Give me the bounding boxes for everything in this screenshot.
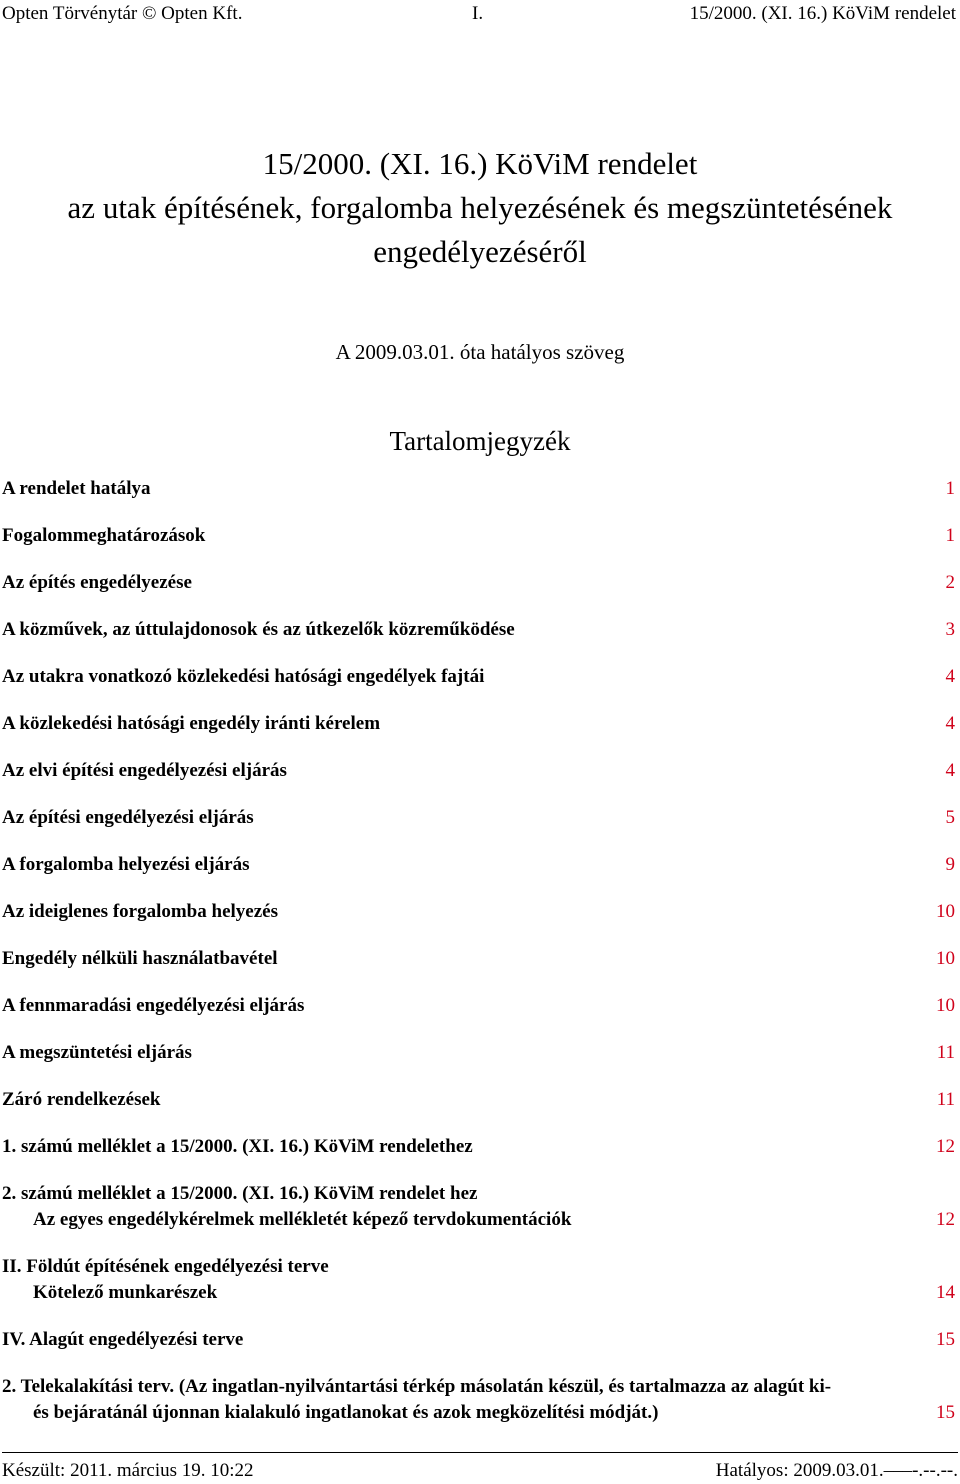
effective-date-note: A 2009.03.01. óta hatályos szöveg [335, 340, 625, 364]
title-line-3: engedélyezéséről [373, 234, 587, 269]
toc-page-number[interactable]: 10 [936, 995, 955, 1016]
toc-entry-title: Fogalommeghatározások [2, 525, 206, 546]
toc-entry-title: IV. Alagút engedélyezési terve [2, 1329, 244, 1350]
toc-entry[interactable] [2, 476, 955, 502]
toc-entry[interactable] [2, 570, 955, 596]
toc-entry[interactable] [2, 805, 955, 831]
document-title [0, 142, 960, 274]
toc-entry[interactable] [2, 664, 955, 690]
toc-entry-title: A forgalomba helyezési eljárás [2, 854, 250, 875]
toc-entry-title: A közművek, az úttulajdonosok és az útkezelők közreműködése [2, 619, 515, 640]
toc-page-number[interactable]: 10 [936, 901, 955, 922]
toc-entry-title: A fennmaradási engedélyezési eljárás [2, 995, 305, 1016]
toc-entry-title: II. Földút építésének engedélyezési terve [2, 1256, 329, 1277]
toc-entry[interactable] [2, 1087, 955, 1113]
footer-created: Készült: 2011. március 19. 10:22 [2, 1460, 254, 1481]
toc-entry-title: A rendelet hatálya [2, 478, 151, 499]
toc-entry[interactable] [2, 617, 955, 643]
header-page-label: I. [472, 3, 484, 24]
toc-entry-title: Az építés engedélyezése [2, 572, 192, 593]
toc-entry-title: Az ideiglenes forgalomba helyezés [2, 901, 278, 922]
toc-entry[interactable] [2, 852, 955, 878]
toc-page-number[interactable]: 11 [936, 1089, 955, 1110]
toc-entry-title: A közlekedési hatósági engedély iránti kérelem [2, 713, 381, 734]
toc-heading: Tartalomjegyzék [389, 426, 571, 456]
toc-page-number[interactable]: 15 [936, 1329, 955, 1350]
toc-page-number[interactable]: 1 [945, 525, 955, 546]
header-publisher: Opten Törvénytár © Opten Kft. [2, 3, 243, 24]
title-line-1: 15/2000. (XI. 16.) KöViM rendelet [262, 146, 698, 181]
toc-entry[interactable] [2, 1254, 955, 1306]
toc-entry[interactable] [2, 711, 955, 737]
footer-divider [2, 1452, 958, 1453]
toc-entry-title: 2. számú melléklet a 15/2000. (XI. 16.) KöViM rendelet hez [2, 1183, 478, 1204]
toc-entry-title: Az egyes engedélykérelmek mellékletét képező tervdokumentációk [33, 1209, 572, 1230]
toc-page-number[interactable]: 2 [945, 572, 955, 593]
toc-entry[interactable] [2, 946, 955, 972]
toc-page-number[interactable]: 5 [945, 807, 955, 828]
running-footer [2, 1458, 958, 1484]
toc-entry-title: Kötelező munkarészek [33, 1282, 218, 1303]
toc-entry-title: Engedély nélküli használatbavétel [2, 948, 278, 969]
toc-page-number[interactable]: 3 [945, 619, 955, 640]
toc-page-number[interactable]: 11 [936, 1042, 955, 1063]
toc-entry[interactable] [2, 993, 955, 1019]
toc-entry[interactable] [2, 1374, 955, 1426]
toc-entry[interactable] [2, 1181, 955, 1233]
header-document-ref: 15/2000. (XI. 16.) KöViM rendelet [689, 3, 956, 24]
toc-entry-title: Az utakra vonatkozó közlekedési hatósági engedélyek fajtái [2, 666, 485, 687]
toc-page-number[interactable]: 15 [936, 1402, 955, 1423]
toc-entry[interactable] [2, 1327, 955, 1353]
running-header [2, 0, 956, 28]
toc-entry[interactable] [2, 1040, 955, 1066]
toc-page-number[interactable]: 9 [945, 854, 955, 875]
toc-page-number[interactable]: 12 [936, 1136, 955, 1157]
toc-entry-title: 2. Telekalakítási terv. (Az ingatlan-nyilvántartási térkép másolatán készül, és tartalmazza az alagút ki- [2, 1376, 832, 1397]
toc-entry[interactable] [2, 523, 955, 549]
toc-page-number[interactable]: 4 [945, 760, 955, 781]
toc-entry-title: 1. számú melléklet a 15/2000. (XI. 16.) KöViM rendelethez [2, 1136, 473, 1157]
toc-entry-title: Az elvi építési engedélyezési eljárás [2, 760, 287, 781]
footer-effective: Hatályos: 2009.03.01.–––-.--.--. [715, 1460, 958, 1481]
toc-page-number[interactable]: 12 [936, 1209, 955, 1230]
toc-page-number[interactable]: 4 [945, 666, 955, 687]
toc-entry-title: Záró rendelkezések [2, 1089, 161, 1110]
toc-page-number[interactable]: 14 [936, 1282, 955, 1303]
toc-page-number[interactable]: 4 [945, 713, 955, 734]
toc-page-number[interactable]: 1 [945, 478, 955, 499]
toc-entry[interactable] [2, 758, 955, 784]
toc-entry-title: A megszüntetési eljárás [2, 1042, 192, 1063]
toc-entry-title: és bejáratánál újonnan kialakuló ingatlanokat és azok megközelítési módját.) [33, 1402, 659, 1423]
title-line-2: az utak építésének, forgalomba helyezésének és megszüntetésének [67, 190, 893, 225]
toc-page-number[interactable]: 10 [936, 948, 955, 969]
toc-entry-title: Az építési engedélyezési eljárás [2, 807, 254, 828]
toc-entry[interactable] [2, 899, 955, 925]
toc-entry[interactable] [2, 1134, 955, 1160]
